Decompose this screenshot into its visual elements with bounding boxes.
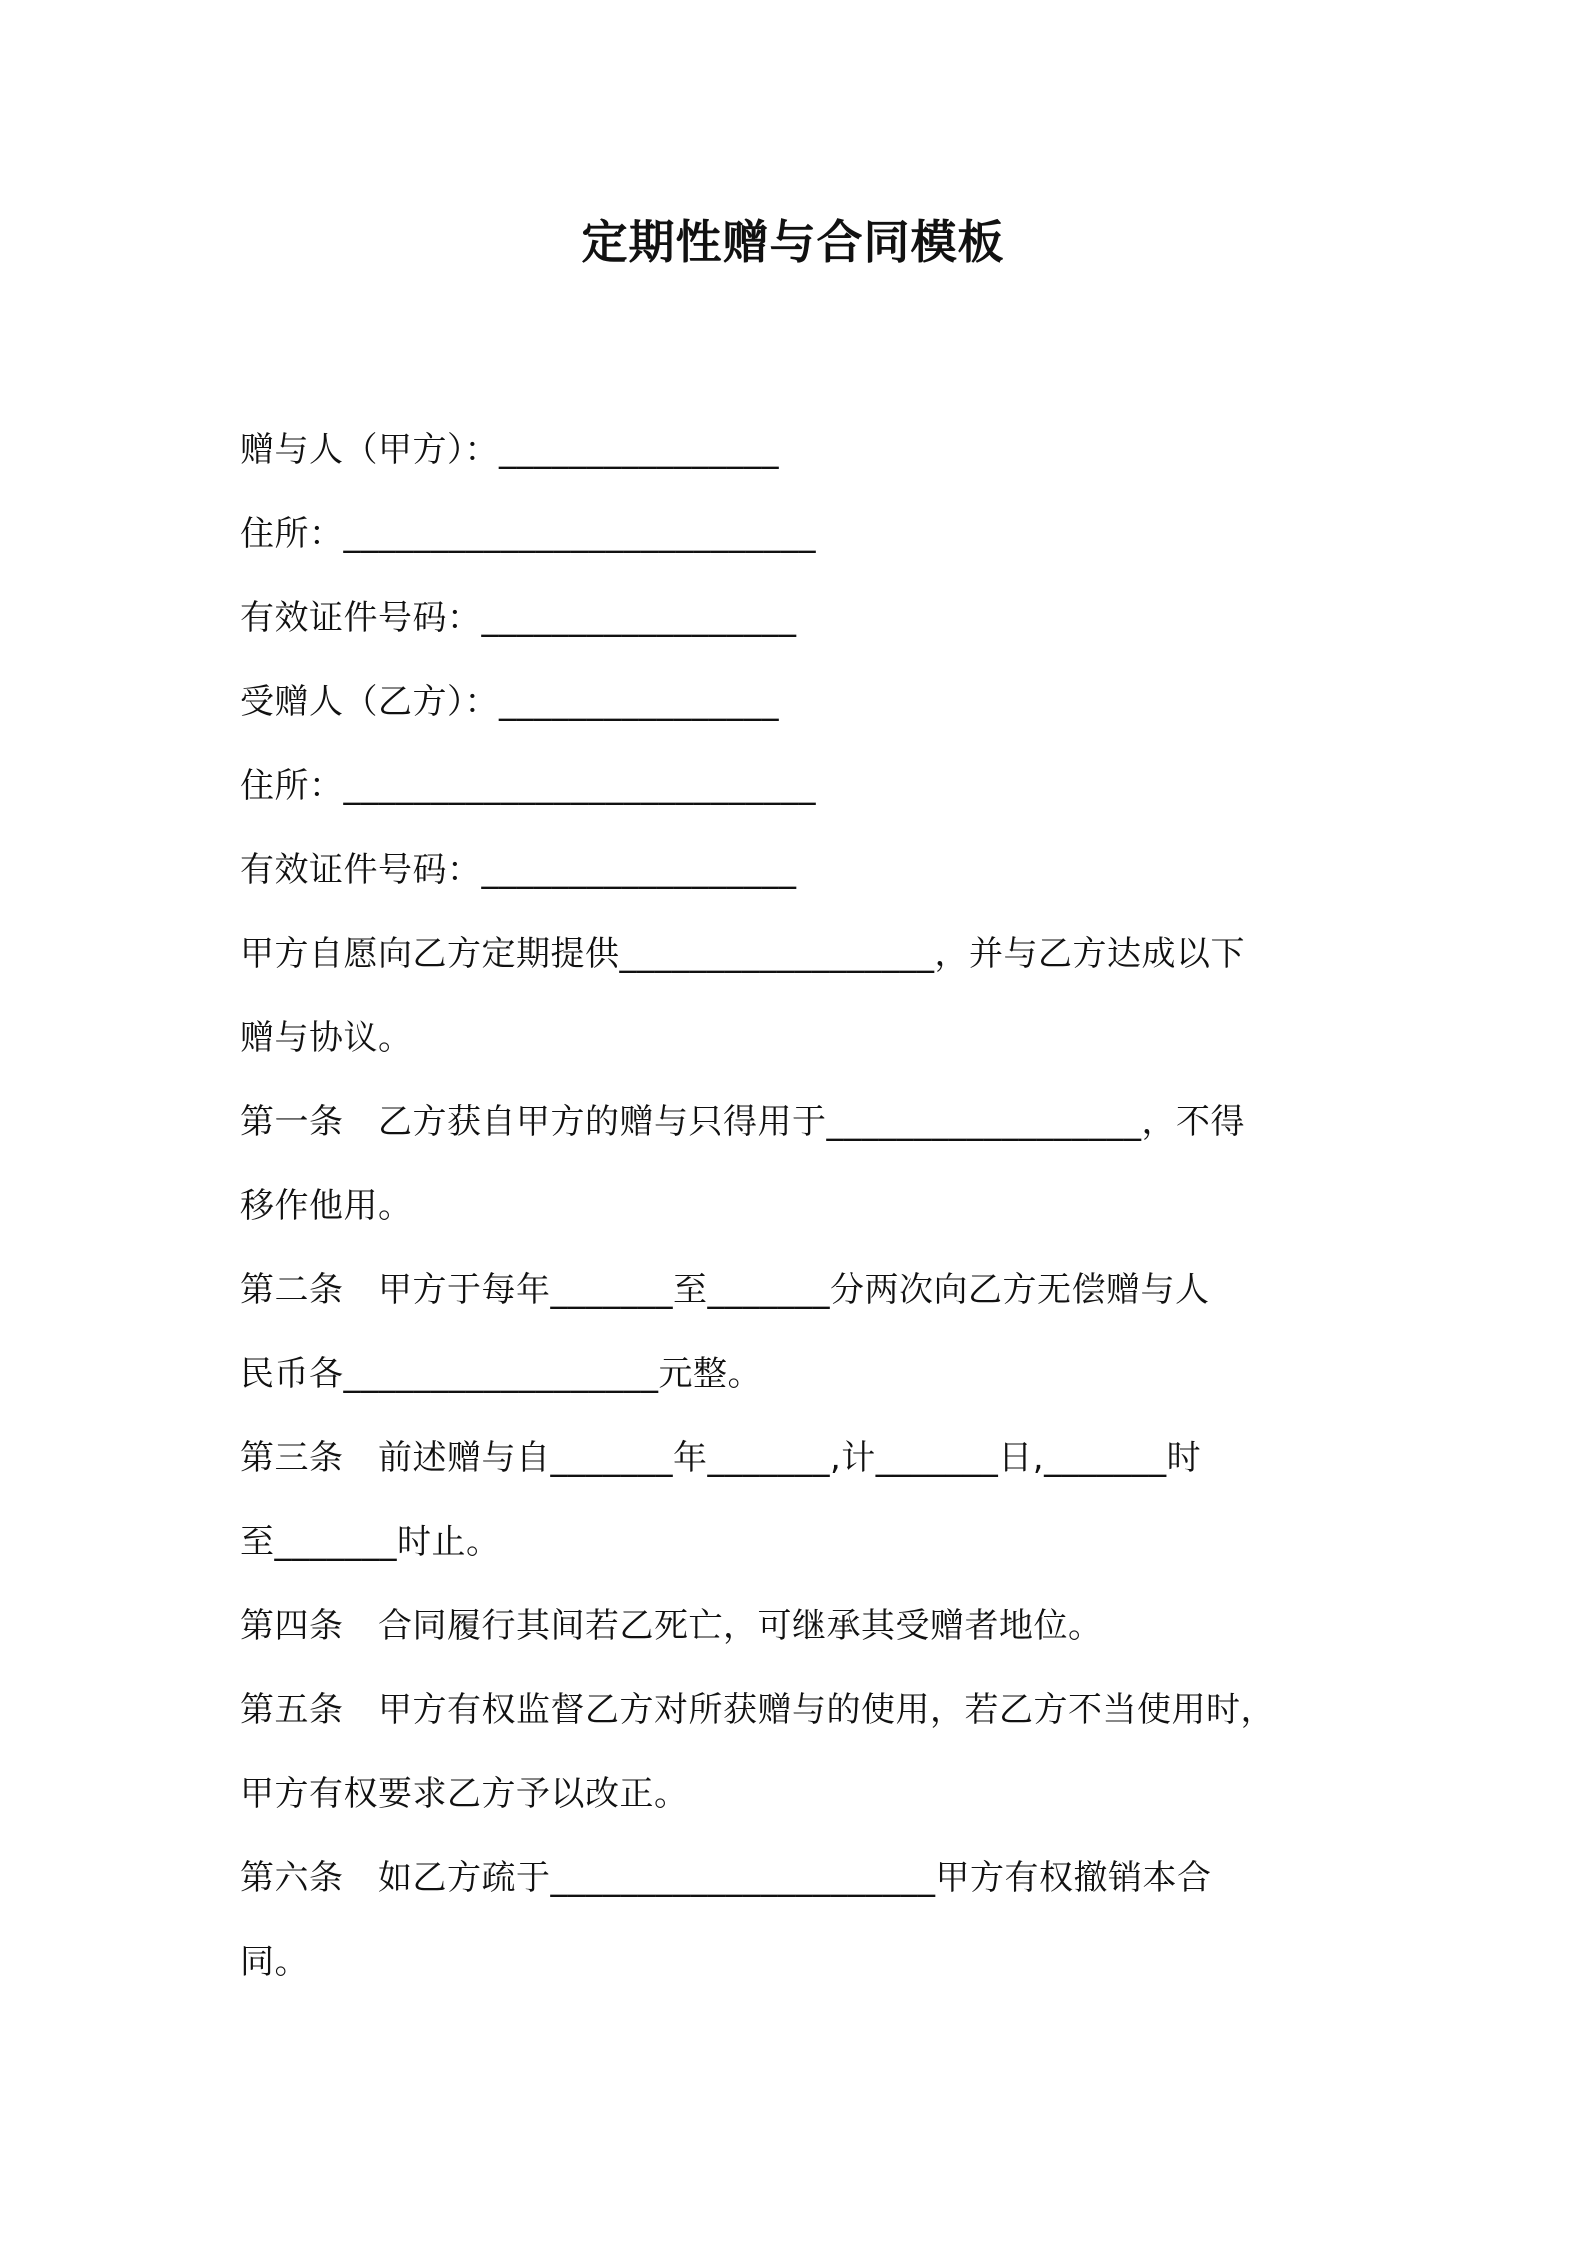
donee-id-line: 有效证件号码：__________________: [240, 850, 797, 890]
article-5-line-2: 甲方有权要求乙方予以改正。: [240, 1774, 689, 1814]
article-3-line-2: 至_______时止。: [240, 1522, 501, 1562]
article-4-line: 第四条 合同履行其间若乙死亡，可继承其受赠者地位。: [240, 1606, 1103, 1646]
donee-address-line: 住所：___________________________: [240, 766, 816, 806]
article-2-line-1: 第二条 甲方于每年_______至_______分两次向乙方无偿赠与人: [240, 1270, 1210, 1310]
article-3-line-1: 第三条 前述赠与自_______年_______,计_______日,_______时: [240, 1438, 1202, 1478]
donor-name-line: 赠与人（甲方）：________________: [240, 430, 779, 470]
article-6-line-2: 同。: [240, 1942, 309, 1982]
donee-name-line: 受赠人（乙方）：________________: [240, 682, 779, 722]
article-1-line-1: 第一条 乙方获自甲方的赠与只得用于__________________，不得: [240, 1102, 1245, 1142]
article-5-line-1: 第五条 甲方有权监督乙方对所获赠与的使用，若乙方不当使用时，: [240, 1690, 1275, 1730]
article-6-line-1: 第六条 如乙方疏于______________________甲方有权撤销本合: [240, 1858, 1212, 1898]
document-body: [240, 408, 1352, 2004]
agreement-intro-line-1: 甲方自愿向乙方定期提供__________________，并与乙方达成以下: [240, 934, 1245, 974]
article-1-line-2: 移作他用。: [240, 1186, 413, 1226]
agreement-intro-line-2: 赠与协议。: [240, 1018, 413, 1058]
donor-address-line: 住所：___________________________: [240, 514, 816, 554]
document-title: 定期性赠与合同模板: [581, 215, 1005, 269]
article-2-line-2: 民币各__________________元整。: [240, 1354, 762, 1394]
donor-id-line: 有效证件号码：__________________: [240, 598, 797, 638]
